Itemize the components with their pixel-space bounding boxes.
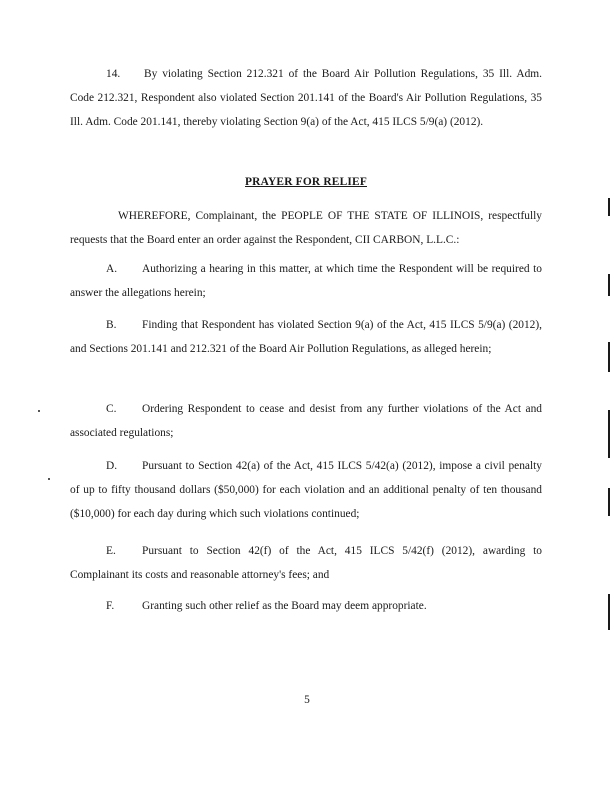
- scan-edge-mark: [608, 594, 610, 630]
- scan-edge-mark: [608, 488, 610, 516]
- relief-item-f: [70, 594, 542, 618]
- item-label: D.: [106, 460, 118, 472]
- item-text: Authorizing a hearing in this matter, at which time the Respondent will be required to answer the allegations herein;: [70, 263, 542, 299]
- paragraph-14: [70, 62, 542, 134]
- paragraph-text: By violating Section 212.321 of the Board Air Pollution Regulations, 35 Ill. Adm. Code 212.321, Respondent also violated Section 201.141 of the Board's Air Pollution Regulations, 35 Ill. Adm. Code 201.141, thereby violating Section 9(a) of the Act, 415 ILCS 5/9(a) (2012).: [70, 68, 542, 128]
- page-number: 5: [304, 694, 310, 706]
- item-text: Finding that Respondent has violated Section 9(a) of the Act, 415 ILCS 5/9(a) (2012), and Sections 201.141 and 212.321 of the Board Air Pollution Regulations, as alleged herein;: [70, 319, 542, 355]
- relief-item-d: [70, 454, 542, 526]
- item-text: Granting such other relief as the Board may deem appropriate.: [142, 600, 427, 612]
- item-label: B.: [106, 319, 117, 331]
- relief-item-a: [70, 257, 542, 305]
- scan-edge-mark: [608, 198, 610, 216]
- scan-edge-mark: [608, 274, 610, 296]
- wherefore-paragraph: WHEREFORE, Complainant, the PEOPLE OF THE STATE OF ILLINOIS, respectfully requests that the Board enter an order against the Respondent, CII CARBON, L.L.C.:: [70, 210, 542, 246]
- item-label: E.: [106, 545, 116, 557]
- relief-item-e: [70, 539, 542, 587]
- item-label: A.: [106, 263, 118, 275]
- item-label: F.: [106, 600, 115, 612]
- paragraph-number: 14.: [106, 68, 121, 80]
- section-heading: PRAYER FOR RELIEF: [245, 176, 367, 188]
- item-text: Ordering Respondent to cease and desist from any further violations of the Act and associated regulations;: [70, 403, 542, 439]
- scan-edge-mark: [608, 342, 610, 372]
- scan-edge-mark: [608, 410, 610, 458]
- scan-speck: [48, 478, 50, 480]
- item-text: Pursuant to Section 42(a) of the Act, 415 ILCS 5/42(a) (2012), impose a civil penalty of up to fifty thousand dollars ($50,000) for each violation and an additional penalty of ten thousand ($10,000) for each day during which such violations continued;: [70, 460, 542, 520]
- item-label: C.: [106, 403, 117, 415]
- relief-item-c: [70, 397, 542, 445]
- relief-item-b: [70, 313, 542, 361]
- scan-speck: [38, 410, 40, 412]
- item-text: Pursuant to Section 42(f) of the Act, 415 ILCS 5/42(f) (2012), awarding to Complainant its costs and reasonable attorney's fees; and: [70, 545, 542, 581]
